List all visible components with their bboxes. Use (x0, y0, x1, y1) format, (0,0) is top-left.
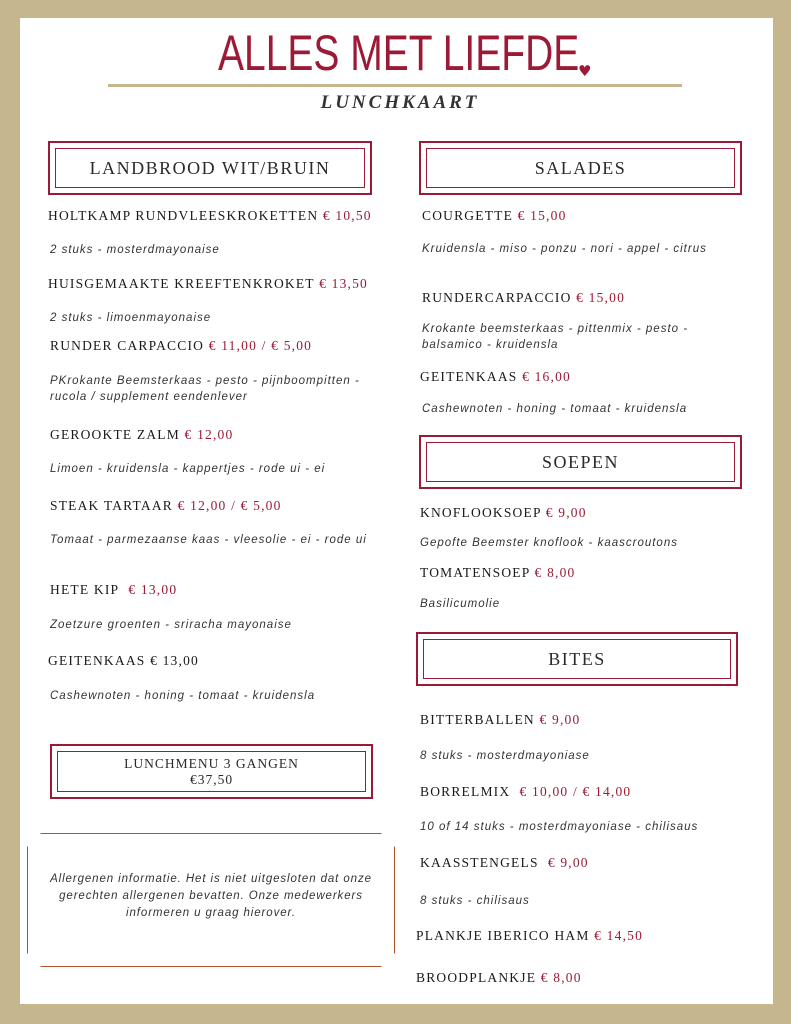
menu-item-name: GEROOKTE ZALM € 12,00 (50, 427, 234, 442)
menu-item-description: Cashewnoten - honing - tomaat - kruidensla (422, 403, 688, 415)
heart-icon: ♥ (578, 62, 592, 80)
lunchmenu-price: €37,50 (189, 771, 234, 787)
menu-item-description: PKrokante Beemsterkaas - pesto - pijnboompitten - rucola / supplement eendenlever (50, 375, 360, 403)
menu-item-price: € 10,50 (322, 208, 372, 223)
menu-item-description: Cashewnoten - honing - tomaat - kruidensla (50, 690, 316, 702)
menu-item-price: € 11,00 / € 5,00 (208, 338, 313, 353)
menu-item-price: € 13,50 (319, 276, 368, 291)
menu-item-description: Limoen - kruidensla - kappertjes - rode ui - ei (50, 463, 326, 475)
menu-item-name: GEITENKAAS € 13,00 (48, 653, 199, 668)
menu-item-name: BORRELMIX € 10,00 / € 14,00 (420, 784, 632, 799)
menu-item-price: € 13,00 (128, 582, 178, 597)
restaurant-title: ALLES MET LIEFDE (218, 25, 580, 81)
section-soepen (419, 435, 742, 489)
menu-item-name: BROODPLANKJE € 8,00 (416, 970, 582, 985)
menu-item-price: € 12,00 / € 5,00 (177, 498, 282, 513)
menu-item-price: € 9,00 (545, 505, 587, 520)
menu-item-price: € 15,00 (576, 290, 626, 305)
section-bites (416, 632, 738, 686)
menu-item-price: € 12,00 (184, 427, 234, 442)
section-salades-title: SALADES (426, 148, 735, 188)
menu-item-description: Basilicumolie (420, 598, 501, 610)
menu-item-name: COURGETTE € 15,00 (422, 208, 567, 223)
menu-item-price: € 9,00 (539, 712, 581, 727)
menu-item-description: 2 stuks - limoenmayonaise (50, 312, 212, 324)
lunchmenu-box (50, 744, 373, 799)
menu-item-name: KNOFLOOKSOEP € 9,00 (420, 505, 587, 520)
menu-item-description: 8 stuks - mosterdmayoniase (420, 750, 590, 762)
menu-item-price: € 15,00 (517, 208, 567, 223)
lunchmenu-title: LUNCHMENU 3 GANGEN (124, 755, 299, 771)
section-landbrood (48, 141, 372, 195)
menu-item-price: € 16,00 (522, 369, 571, 384)
title-divider (108, 84, 682, 87)
menu-item-description: Kruidensla - miso - ponzu - nori - appel - citrus (422, 243, 707, 255)
menu-item-name: STEAK TARTAAR € 12,00 / € 5,00 (50, 498, 282, 513)
menu-item-name: KAASSTENGELS € 9,00 (420, 855, 589, 870)
menu-item-price: € 8,00 (534, 565, 576, 580)
menu-item-description: Zoetzure groenten - sriracha mayonaise (50, 619, 292, 631)
menu-item-price: € 8,00 (540, 970, 582, 985)
menu-item-price: € 9,00 (547, 855, 589, 870)
menu-item-name: RUNDERCARPACCIO € 15,00 (422, 290, 626, 305)
menu-item-description: 10 of 14 stuks - mosterdmayoniase - chilisaus (420, 821, 699, 833)
menu-item-description: Gepofte Beemster knoflook - kaascroutons (420, 537, 678, 549)
menu-item-name: HUISGEMAAKTE KREEFTENKROKET € 13,50 (48, 276, 368, 291)
menu-item-name: HETE KIP € 13,00 (50, 582, 178, 597)
menu-item-price: € 10,00 / € 14,00 (519, 784, 632, 799)
menu-item-description: Krokante beemsterkaas - pittenmix - pesto - balsamico - kruidensla (422, 323, 689, 351)
menu-item-name: PLANKJE IBERICO HAM € 14,50 (416, 928, 644, 943)
menu-item-name: RUNDER CARPACCIO € 11,00 / € 5,00 (50, 338, 313, 353)
section-soepen-title: SOEPEN (426, 442, 735, 482)
allergen-info: Allergenen informatie. Het is niet uitgesloten dat onze gerechten allergenen bevatten. Onze medewerkers informeren u graag hierover. (50, 873, 372, 919)
section-bites-title: BITES (423, 639, 731, 679)
menu-item-name: GEITENKAAS € 16,00 (420, 369, 571, 384)
section-landbrood-title: LANDBROOD WIT/BRUIN (55, 148, 365, 188)
page-subtitle: LUNCHKAART (320, 92, 480, 113)
menu-item-name: HOLTKAMP RUNDVLEESKROKETTEN € 10,50 (48, 208, 372, 223)
menu-item-description: Tomaat - parmezaanse kaas - vleesolie - ei - rode ui (50, 534, 367, 546)
menu-item-name: TOMATENSOEP € 8,00 (420, 565, 576, 580)
menu-item-price: € 14,50 (594, 928, 644, 943)
menu-item-description: 2 stuks - mosterdmayonaise (50, 244, 220, 256)
menu-item-name: BITTERBALLEN € 9,00 (420, 712, 581, 727)
section-salades (419, 141, 742, 195)
menu-item-description: 8 stuks - chilisaus (420, 895, 530, 907)
